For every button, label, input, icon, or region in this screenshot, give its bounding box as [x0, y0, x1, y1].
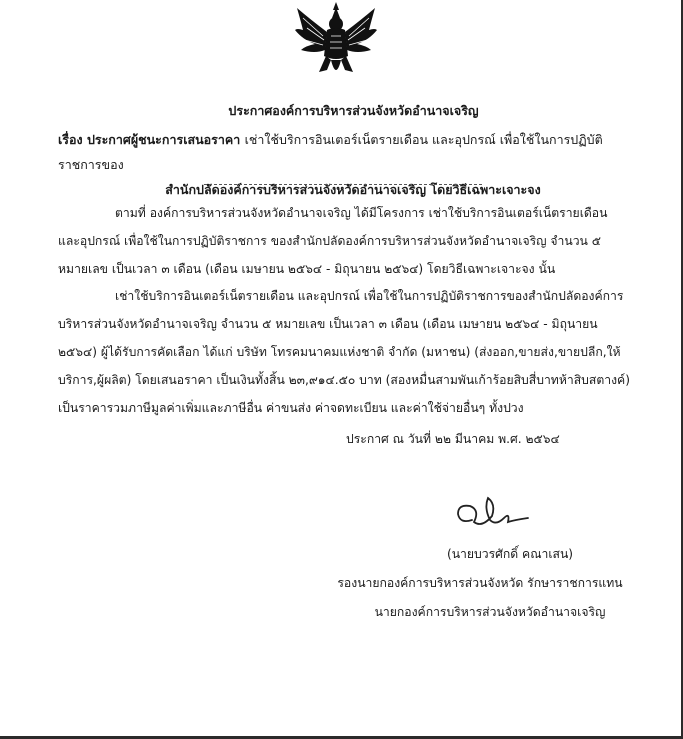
- signature-icon: [452, 484, 532, 538]
- signer-name: (นายบวรศักดิ์ คณาเสน): [446, 547, 574, 561]
- body-paragraph-2: [58, 282, 633, 422]
- paragraph-2-text: เช่าใช้บริการอินเตอร์เน็ตรายเดือน และอุปกรณ์ เพื่อใช้ในการปฏิบัติราชการของสำนักปลัดองค์การบริหารส่วนจังหวัดอำนาจเจริญ จำนวน ๕ หมายเลข เป็นเวลา ๓ เดือน (เดือน เมษายน ๒๕๖๔ - มิถุนายน ๒๕๖๔) ผู้ได้รับการคัดเลือก ได้แก่ บริษัท โทรคมนาคมแห่งชาติ จำกัด (มหาชน) (ส่งออก,ขายส่ง,ขายปลีก,ให้บริการ,ผู้ผลิต) โดยเสนอราคา เป็นเงินทั้งสิ้น ๒๓,๙๑๔.๕๐ บาท (สองหมื่นสามพันเก้าร้อยสิบสี่บาทห้าสิบสตางค์) เป็นราคารวมภาษีมูลค่าเพิ่มและภาษีอื่น ค่าขนส่ง ค่าจดทะเบียน และค่าใช้จ่ายอื่นๆ ทั้งปวง: [58, 289, 630, 415]
- subject-text: เช่าใช้บริการอินเตอร์เน็ตรายเดือน และอุปกรณ์ เพื่อใช้ในการปฏิบัติราชการของ: [58, 132, 603, 172]
- signature-block: [330, 540, 630, 627]
- document-title: ประกาศองค์การบริหารส่วนจังหวัดอำนาจเจริญ: [228, 103, 479, 118]
- announcement-date: ประกาศ ณ วันที่ ๒๒ มีนาคม พ.ศ. ๒๕๖๔: [346, 432, 560, 446]
- signer-position-2: นายกองค์การบริหารส่วนจังหวัดอำนาจเจริญ: [374, 605, 606, 619]
- subject-line-2: สำนักปลัดองค์การบริหารส่วนจังหวัดอำนาจเจริญ โดยวิธีเฉพาะเจาะจง: [165, 182, 541, 197]
- document-subject: [58, 127, 628, 202]
- paragraph-1-text: ตามที่ องค์การบริหารส่วนจังหวัดอำนาจเจริญ ได้มีโครงการ เช่าใช้บริการอินเตอร์เน็ตรายเดือน และอุปกรณ์ เพื่อใช้ในการปฏิบัติราชการ ของสำนักปลัดองค์การบริหารส่วนจังหวัดอำนาจเจริญ จำนวน ๕ หมายเลข เป็นเวลา ๓ เดือน (เดือน เมษายน ๒๕๖๔ - มิถุนายน ๒๕๖๔) โดยวิธีเฉพาะเจาะจง นั้น: [58, 206, 608, 276]
- body-paragraph-1: [58, 199, 633, 283]
- dashed-divider: [204, 184, 482, 185]
- signer-position-1: รองนายกองค์การบริหารส่วนจังหวัด รักษาราชการแทน: [337, 576, 623, 590]
- garuda-emblem-icon: [293, 0, 379, 82]
- subject-label: เรื่อง ประกาศผู้ชนะการเสนอราคา: [58, 132, 241, 147]
